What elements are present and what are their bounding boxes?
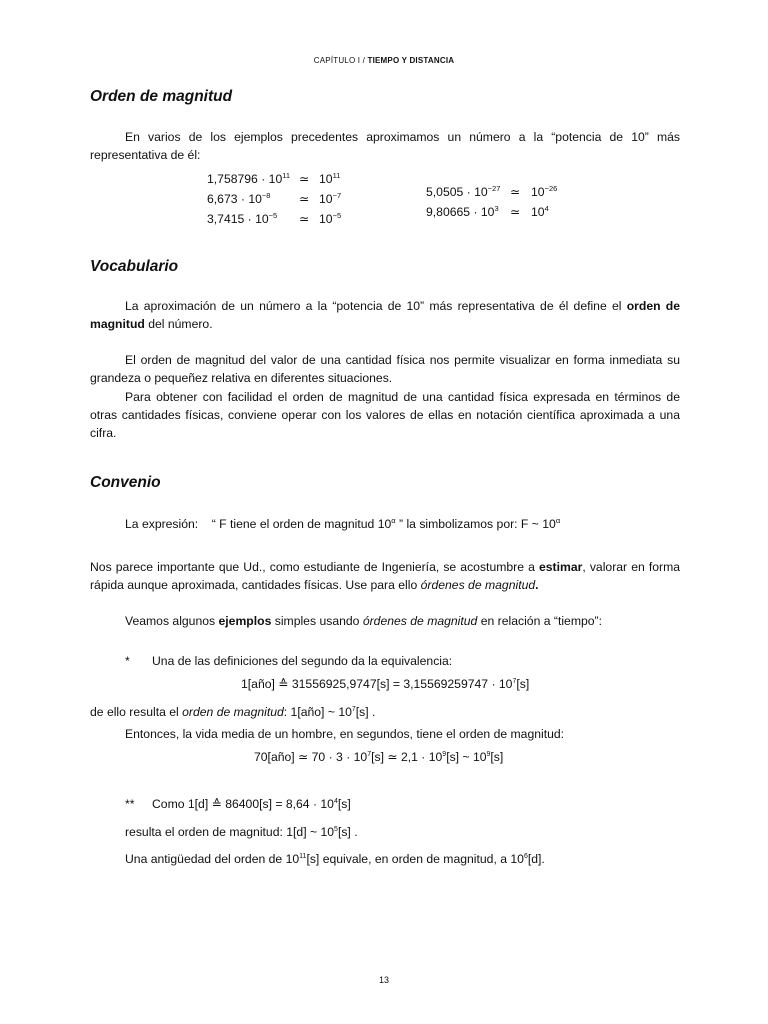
bullet-mark: *: [125, 654, 130, 668]
page-number: 13: [378, 975, 389, 985]
veamos-line: Veamos algunos ejemplos simples usando órdenes de magnitud en relación a “tiempo”:: [125, 614, 602, 628]
section-title-orden: Orden de magnitud: [90, 88, 233, 105]
equation-vida-media: 70[año] ≃ $70 \cdot 3 \cdot 10^7[s]$ ≃ $2,1 \cdot 10^9[s]$ ~ $10^9[s]$: [254, 750, 504, 764]
vida-media-line: Entonces, la vida media de un hombre, en segundos, tiene el orden de magnitud:: [125, 727, 565, 741]
running-header: CAPÍTULO I / TIEMPO Y DISTANCIA: [313, 56, 455, 65]
example-left-3: $3,7415 \cdot 10^{-5}$: [207, 211, 278, 226]
example-right-1-result: $10^{-26}$: [531, 184, 558, 199]
approx-sign: ≃: [510, 185, 521, 199]
example-left-3-result: $10^{-5}$: [319, 211, 342, 226]
bullet2-equation: Como 1[d] ≙ $86400[s] = 8,64 \cdot 10^4[s]$: [152, 797, 351, 811]
vocab-paragraph-3: Para obtener con facilidad el orden de magnitud de una cantidad física expresada en términos de otras cantidades físicas, conviene operar con los valores de ellas en notación científica aproximada a una cifra.: [90, 390, 680, 440]
bullet1-text: Una de las definiciones del segundo da la equivalencia:: [152, 654, 453, 668]
example-right-1: $5,0505 \cdot 10^{-27}$: [426, 184, 501, 199]
example-left-1-result: $10^{11}$: [319, 171, 341, 186]
approx-sign: ≃: [299, 212, 310, 226]
approx-sign: ≃: [299, 172, 310, 186]
equation-year: 1[año] ≙ $31556925,9747[s] = 3,15569259747 \cdot 10^7[s]$: [241, 677, 530, 691]
vocab-paragraph-2: El orden de magnitud del valor de una cantidad física nos permite visualizar en forma inmediata su grandeza o pequeñez relativa en diferentes situaciones.: [90, 353, 680, 385]
convenio-expression: La expresión: “ F tiene el orden de magnitud $10^\alpha$ ” la simbolizamos por: F ~ $10^\alpha$: [125, 516, 561, 531]
example-left-2: $6,673 \cdot 10^{-8}$: [207, 191, 271, 206]
approx-sign: ≃: [299, 192, 310, 206]
estimar-paragraph: Nos parece importante que Ud., como estudiante de Ingeniería, se acostumbre a estimar, valorar en forma rápida aunque aproximada, cantidades físicas. Use para ello órdenes de magnitud.: [90, 560, 681, 592]
example-left-2-result: $10^{-7}$: [319, 191, 342, 206]
example-right-2-result: $10^4$: [531, 204, 549, 219]
result-year: de ello resulta el orden de magnitud: 1[año] ~ $10^7[s]$ .: [90, 705, 376, 719]
approx-sign: ≃: [510, 205, 521, 219]
section-title-vocabulario: Vocabulario: [90, 258, 179, 275]
example-right-2: $9,80665 \cdot 10^3$: [426, 204, 499, 219]
antiguedad-line: Una antigüedad del orden de $10^{11}[s]$ equivale, en orden de magnitud, a $10^6[d]$.: [125, 852, 545, 866]
result-day: resulta el orden de magnitud: 1[d] ~ $10^5[s]$ .: [125, 825, 358, 839]
orden-intro: En varios de los ejemplos precedentes aproximamos un número a la “potencia de 10” más representativa de él:: [90, 130, 680, 162]
example-left-1: $1,758796 \cdot 10^{11}$: [207, 171, 291, 186]
vocab-definition: La aproximación de un número a la “potencia de 10” más representativa de él define el orden de magnitud del número.: [90, 299, 680, 331]
bullet-mark: **: [125, 797, 135, 811]
section-title-convenio: Convenio: [90, 474, 161, 491]
